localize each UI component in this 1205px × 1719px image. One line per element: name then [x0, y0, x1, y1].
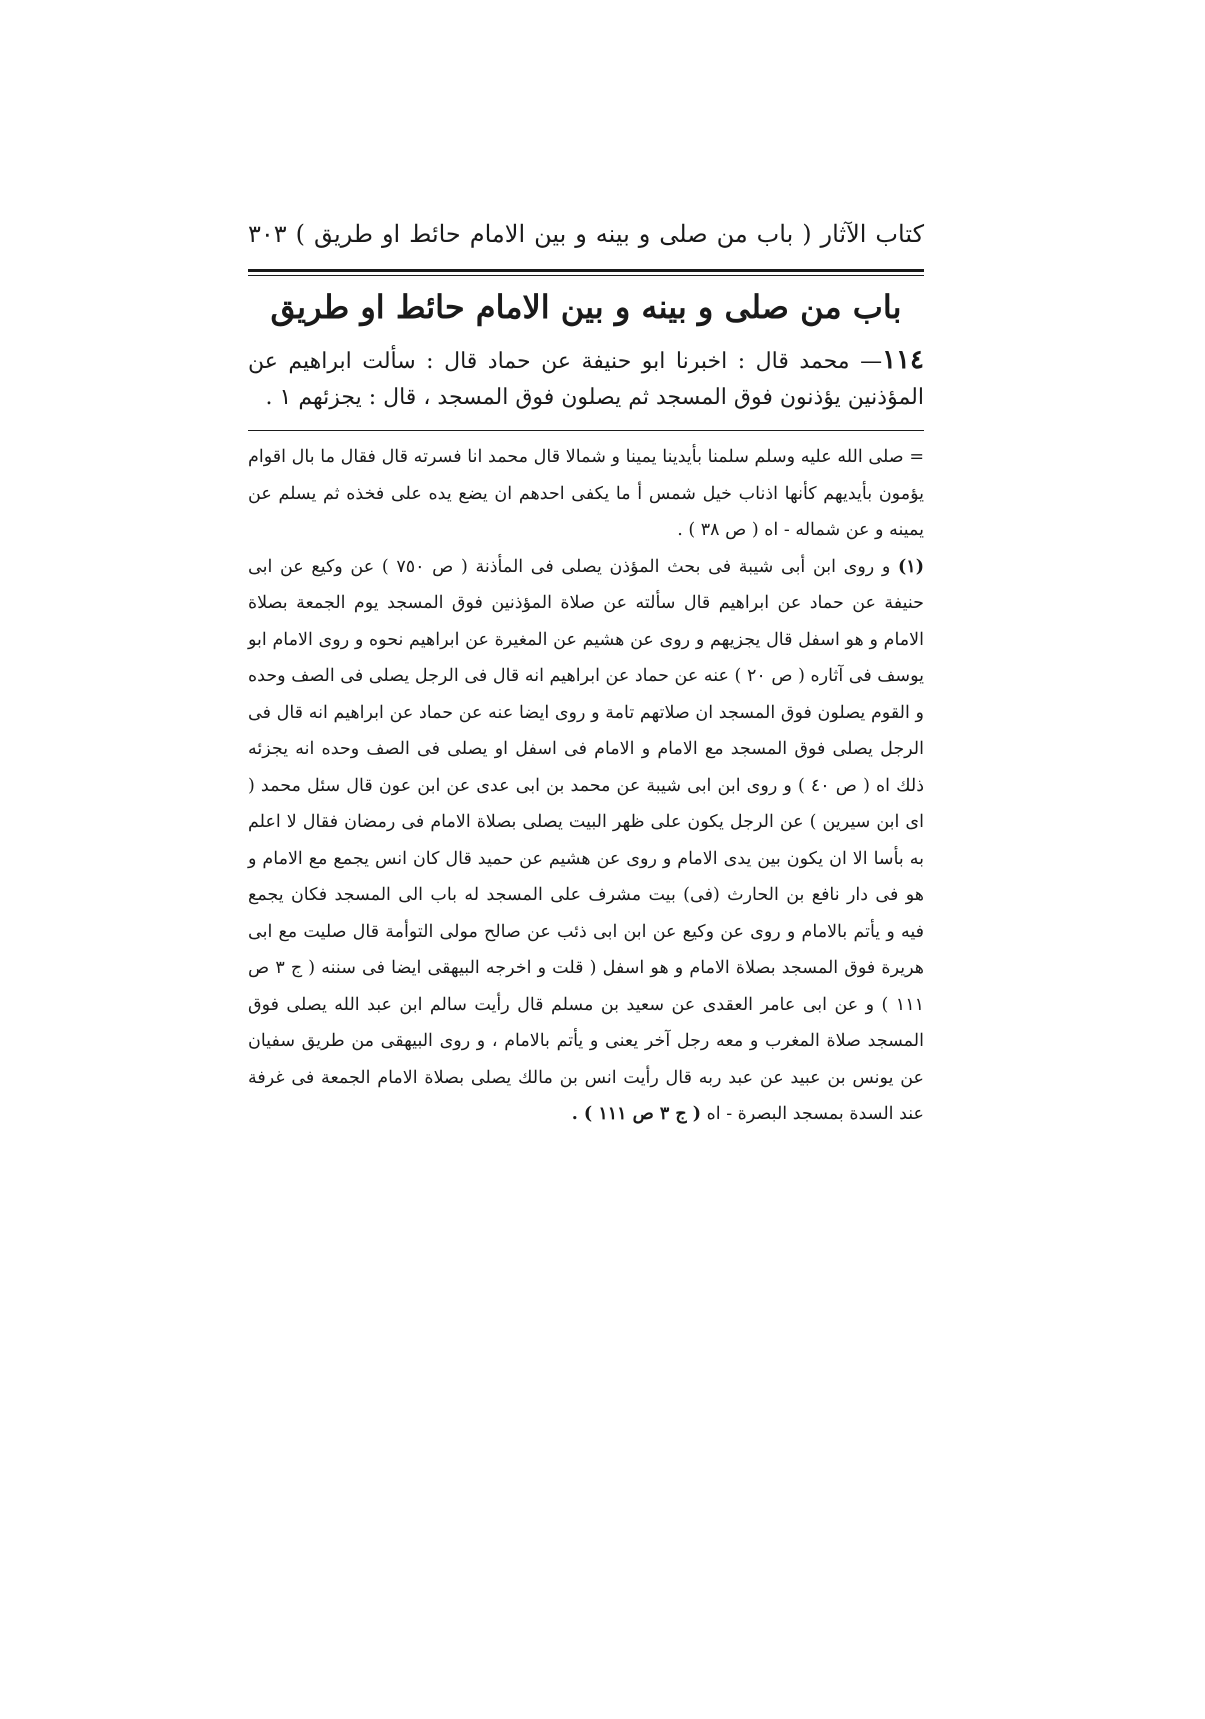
athar-number: ١١٤: [882, 345, 924, 375]
footnote-1-reference: ( ج ٣ ص ١١١ ) .: [571, 1104, 702, 1124]
footnote-1: [248, 549, 924, 1133]
athar-text: — محمد قال : اخبرنا ابو حنيفة عن حماد قال : سألت ابراهيم عن المؤذنين يؤذنون فوق المسجد ثم يصلون فوق المسجد ، قال : يجزئهم ١ .: [248, 349, 924, 410]
book-page: [248, 205, 924, 1465]
footnote-continuation: = صلى الله عليه وسلم سلمنا بأيدينا يمينا و شمالا قال محمد انا فسرته قال فقال ما بال اقوام يؤمون بأيديهم كأنها اذناب خيل شمس أ ما يكفى احدهم ان يضع يده على فخذه ثم يسلم عن يمينه و عن شماله - اه ( ص ٣٨ ) .: [248, 447, 924, 540]
footnote-rule: [248, 430, 924, 431]
athar-entry: [248, 342, 924, 416]
footnote-1-text: و روى ابن أبى شيبة فى بحث المؤذن يصلى فى المأذنة ( ص ٧٥٠ ) عن وكيع عن ابى حنيفة عن حماد عن ابراهيم قال سألته عن صلاة المؤذنين فوق المسجد يوم الجمعة بصلاة الامام و هو اسفل قال يجزيهم و روى عن هشيم عن المغيرة عن ابراهيم نحوه و روى الامام ابو يوسف فى آثاره ( ص ٢٠ ) عنه عن حماد عن ابراهيم انه قال فى الرجل يصلى فى الصف وحده و القوم يصلون فوق المسجد ان صلاتهم تامة و روى ايضا عنه عن حماد عن ابراهيم انه قال فى الرجل يصلى فوق المسجد مع الامام و الامام فى اسفل او يصلى فى الصف وحده انه يجزئه ذلك اه ( ص ٤٠ ) و روى ابن ابى شيبة عن محمد بن ابى عدى عن ابن عون قال سئل محمد ( اى ابن سيرين ) عن الرجل يكون على ظهر البيت يصلى بصلاة الامام فى رمضان فقال لا اعلم به بأسا الا ان يكون بين يدى الامام و روى عن هشيم عن حميد قال كان انس يجمع مع الامام و هو فى دار نافع بن الحارث (فى) بيت مشرف على المسجد له باب الى المسجد فكان يجمع فيه و يأتم بالامام و روى عن وكيع عن ابن ابى ذئب عن صالح مولى التوأمة قال صليت مع ابى هريرة فوق المسجد بصلاة الامام و هو اسفل ( قلت و اخرجه البيهقى ايضا فى سننه ( ج ٣ ص ١١١ ) و عن ابى عامر العقدى عن سعيد بن مسلم قال رأيت سالم ابن عبد الله يصلى فوق المسجد صلاة المغرب و معه رجل آخر يعنى و يأتم بالامام ، و روى البيهقى من طريق سفيان عن يونس بن عبيد عن عبد ربه قال رأيت انس بن مالك يصلى بصلاة الامام الجمعة فى غرفة عند السدة بمسجد البصرة - اه: [248, 556, 925, 1124]
running-header: كتاب الآثار ( باب من صلى و بينه و بين الامام حائط او طريق ) ٣٠٣: [248, 220, 924, 248]
chapter-title: باب من صلى و بينه و بين الامام حائط او طريق: [270, 288, 902, 326]
header-rule-thick: [248, 269, 924, 272]
header-rule-thin: [248, 275, 924, 276]
footnotes: [248, 439, 924, 1133]
footnote-1-marker: (١): [898, 556, 924, 577]
